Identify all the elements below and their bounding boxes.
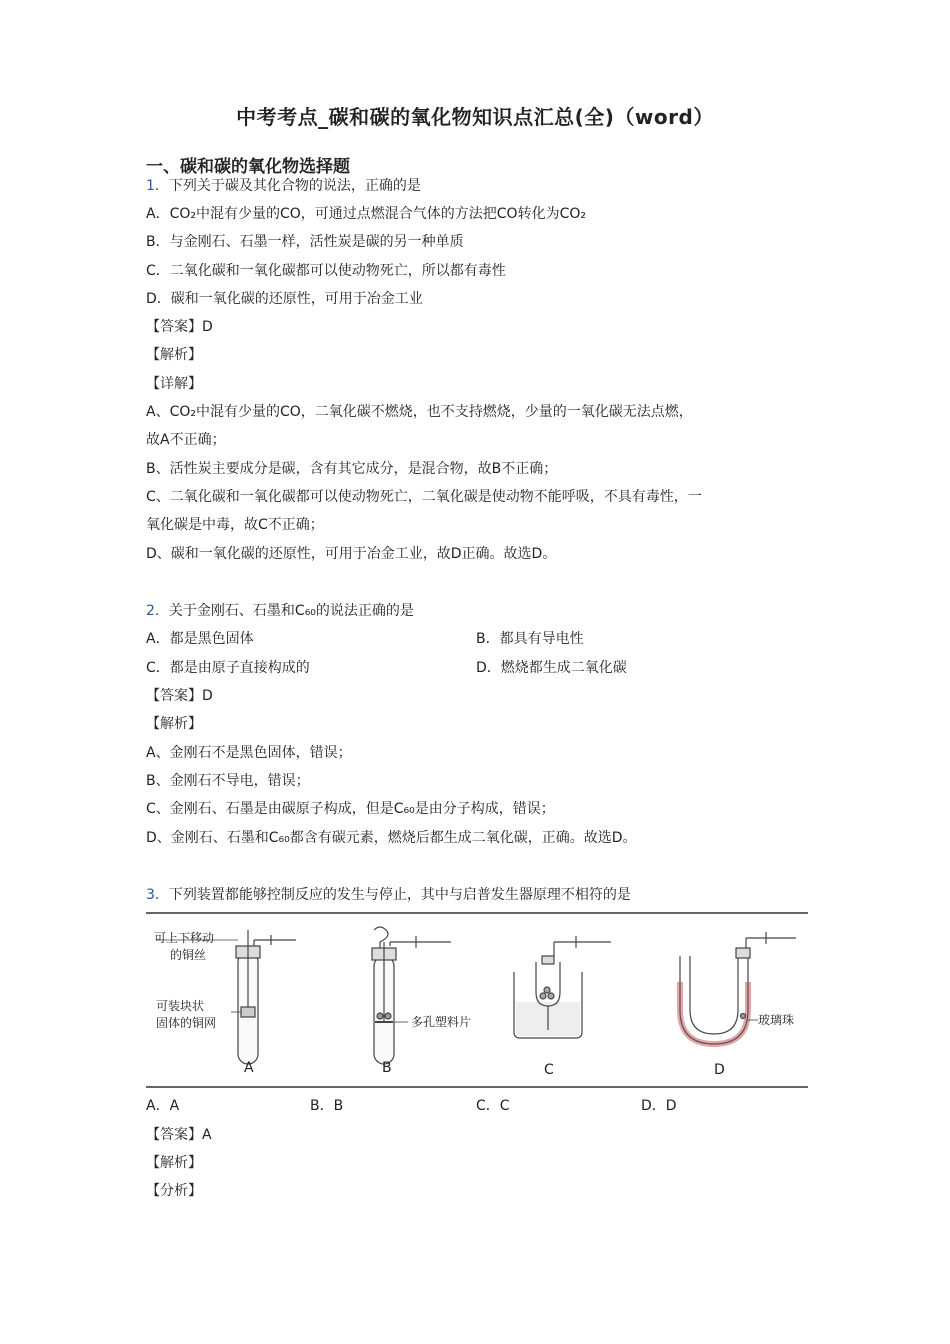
q2-analysis-b: B、金刚石不导电，错误； <box>146 773 310 789</box>
q1-detail-a: A、CO₂中混有少量的CO，二氧化碳不燃烧，也不支持燃烧，少量的一氧化碳无法点燃， <box>146 404 693 420</box>
q2-analysis-label: 【解析】 <box>146 716 202 732</box>
q2-option-c: C．都是由原子直接构成的 <box>146 660 310 676</box>
question-text: 下列关于碳及其化合物的说法，正确的是 <box>168 178 421 194</box>
apparatus-b <box>372 927 451 1064</box>
question-number: 3． <box>146 887 169 903</box>
apparatus-figure <box>146 912 808 1088</box>
q1-detail-c: C、二氧化碳和一氧化碳都可以使动物死亡，二氧化碳是使动物不能呼吸，不具有毒性，一 <box>146 489 702 505</box>
question-text: 关于金刚石、石墨和C₆₀的说法正确的是 <box>168 603 414 619</box>
q2-analysis-d: D、金刚石、石墨和C₆₀都含有碳元素，燃烧后都生成二氧化碳，正确。故选D。 <box>146 830 637 846</box>
question-text: 下列装置都能够控制反应的发生与停止，其中与启普发生器原理不相符的是 <box>168 887 631 903</box>
label-copper-mesh: 固体的铜网 <box>156 1016 217 1030</box>
label-movable-copper-wire: 可上下移动 <box>154 931 215 945</box>
q1-answer: 【答案】D <box>146 319 213 335</box>
q1-analysis-label: 【解析】 <box>146 347 202 363</box>
q3-option-a: A．A <box>146 1098 180 1114</box>
caption-a: A <box>244 1060 254 1076</box>
label-movable-copper-wire-2: 的铜丝 <box>170 948 207 962</box>
q2-option-b: B．都具有导电性 <box>476 631 584 647</box>
page-title: 中考考点_碳和碳的氧化物知识点汇总(全)（word） <box>236 105 714 129</box>
q1-detail-b: B、活性炭主要成分是碳，含有其它成分，是混合物，故B不正确； <box>146 461 558 477</box>
q1-detail-d: D、碳和一氧化碳的还原性，可用于冶金工业，故D正确。故选D。 <box>146 546 557 562</box>
question-3-stem <box>146 885 631 905</box>
question-number: 2． <box>146 603 169 619</box>
q3-fenxi-label: 【分析】 <box>146 1183 202 1199</box>
label-porous-plate: 多孔塑料片 <box>411 1015 472 1029</box>
q1-option-c: C．二氧化碳和一氧化碳都可以使动物死亡，所以都有毒性 <box>146 263 506 279</box>
caption-d: D <box>714 1062 725 1078</box>
question-number: 1． <box>146 178 169 194</box>
apparatus-diagram <box>146 912 808 1088</box>
q2-analysis-a: A、金刚石不是黑色固体，错误； <box>146 745 352 761</box>
q1-detail-a-cont: 故A不正确； <box>146 432 226 448</box>
section-heading: 一、碳和碳的氧化物选择题 <box>146 157 350 177</box>
caption-b: B <box>382 1060 392 1076</box>
q1-detail-label: 【详解】 <box>146 376 202 392</box>
q1-option-d: D．碳和一氧化碳的还原性，可用于冶金工业 <box>146 291 423 307</box>
apparatus-c <box>514 936 611 1038</box>
question-1-stem <box>146 176 421 196</box>
q2-analysis-c: C、金刚石、石墨是由碳原子构成，但是C₆₀是由分子构成，错误； <box>146 801 555 817</box>
q2-option-a: A．都是黑色固体 <box>146 631 254 647</box>
q3-option-d: D．D <box>641 1098 677 1114</box>
apparatus-d <box>680 932 796 1044</box>
q2-answer: 【答案】D <box>146 688 213 704</box>
q3-option-b: B．B <box>310 1098 344 1114</box>
label-glass-beads: 玻璃珠 <box>758 1013 795 1027</box>
label-solid-holder: 可装块状 <box>156 999 205 1013</box>
question-2-stem <box>146 601 414 621</box>
q3-analysis-label: 【解析】 <box>146 1155 202 1171</box>
q1-option-a: A．CO₂中混有少量的CO，可通过点燃混合气体的方法把CO转化为CO₂ <box>146 206 586 222</box>
q2-option-d: D．燃烧都生成二氧化碳 <box>476 660 627 676</box>
q3-answer: 【答案】A <box>146 1127 212 1143</box>
caption-c: C <box>544 1062 554 1078</box>
q1-detail-c-cont: 氧化碳是中毒，故C不正确； <box>146 517 324 533</box>
q3-option-c: C．C <box>476 1098 510 1114</box>
q1-option-b: B．与金刚石、石墨一样，活性炭是碳的另一种单质 <box>146 234 464 250</box>
